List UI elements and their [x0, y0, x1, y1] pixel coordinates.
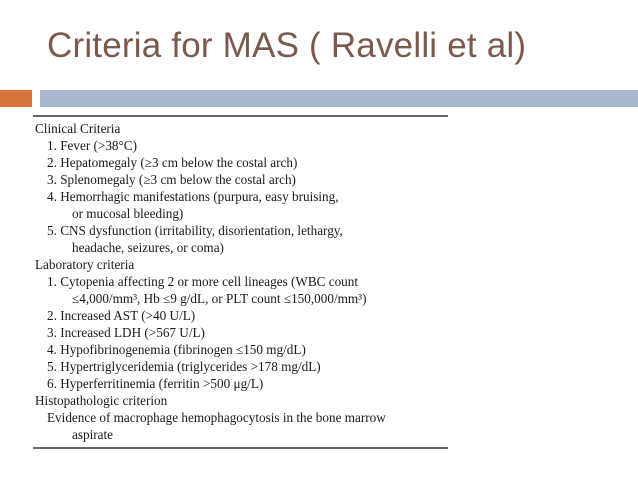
laboratory-criteria-heading: Laboratory criteria: [35, 257, 135, 272]
slide-title: Criteria for MAS ( Ravelli et al): [47, 26, 527, 65]
histopathologic-criterion-heading: Histopathologic criterion: [35, 393, 168, 408]
histo-item-evidence: Evidence of macrophage hemophagocytosis in the bone marrow: [47, 410, 386, 425]
table-bottom-rule: [33, 447, 448, 449]
lab-item-cytopenia-cont: ≤4,000/mm³, Hb ≤9 g/dL, or PLT count ≤150,000/mm³): [72, 291, 367, 306]
clinical-item-cns-cont: headache, seizures, or coma): [72, 240, 224, 255]
criteria-table: [33, 115, 448, 449]
lab-item-ast: 2. Increased AST (>40 U/L): [47, 308, 196, 323]
clinical-item-hemorrhagic: 4. Hemorrhagic manifestations (purpura, easy bruising,: [47, 189, 339, 204]
accent-bar-blue: [40, 90, 638, 107]
lab-item-cytopenia: 1. Cytopenia affecting 2 or more cell lineages (WBC count: [47, 274, 359, 289]
clinical-item-cns: 5. CNS dysfunction (irritability, disorientation, lethargy,: [47, 223, 343, 238]
clinical-item-hepatomegaly: 2. Hepatomegaly (≥3 cm below the costal arch): [47, 155, 298, 170]
lab-item-fibrinogen: 4. Hypofibrinogenemia (fibrinogen ≤150 mg/dL): [47, 342, 306, 357]
lab-item-ferritin: 6. Hyperferritinemia (ferritin >500 μg/L): [47, 376, 264, 391]
accent-bar-orange: [0, 90, 32, 107]
clinical-item-splenomegaly: 3. Splenomegaly (≥3 cm below the costal arch): [47, 172, 296, 187]
lab-item-triglycerides: 5. Hypertriglyceridemia (triglycerides >178 mg/dL): [47, 359, 321, 374]
lab-item-ldh: 3. Increased LDH (>567 U/L): [47, 325, 205, 340]
histo-item-evidence-cont: aspirate: [72, 427, 114, 442]
table-top-rule: [33, 115, 448, 117]
clinical-item-hemorrhagic-cont: or mucosal bleeding): [72, 206, 184, 221]
clinical-item-fever: 1. Fever (>38°C): [47, 138, 137, 153]
clinical-criteria-heading: Clinical Criteria: [35, 121, 121, 136]
